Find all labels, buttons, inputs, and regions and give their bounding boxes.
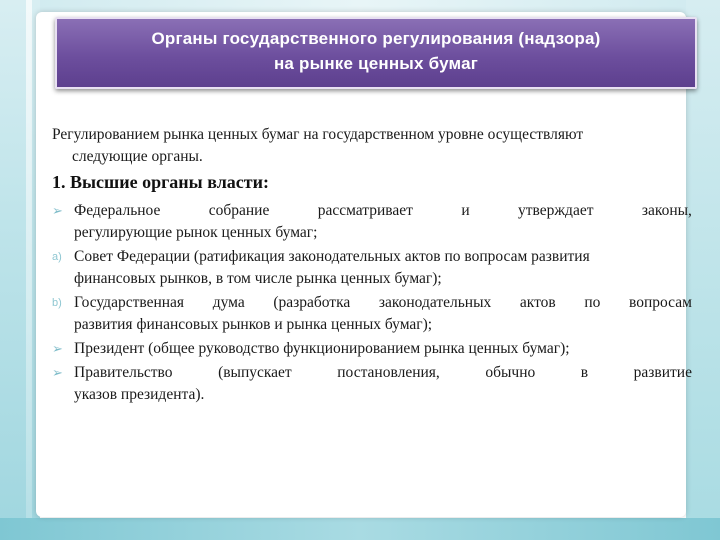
- word: утверждает: [517, 202, 594, 219]
- item-3-line-2: развития финансовых рынков и рынка ценных бумаг);: [74, 316, 433, 333]
- item-1-line-1: [74, 200, 692, 222]
- item-5-line-2: указов президента).: [74, 386, 205, 403]
- slide-title-box: [55, 17, 697, 89]
- item-2-line-1: Совет Федерации (ратификация законодательных актов по вопросам развития: [74, 248, 590, 265]
- list-item-federation-council: [52, 246, 692, 290]
- item-1-line-2: регулирующие рынок ценных бумаг;: [74, 224, 318, 241]
- word: развитие: [633, 364, 692, 381]
- item-4-line-1: Президент (общее руководство функционированием рынка ценных бумаг);: [74, 340, 570, 357]
- slide-title-line-1: Органы государственного регулирования (надзора): [151, 29, 601, 48]
- word: в: [580, 364, 589, 381]
- list-item-government: [52, 362, 692, 406]
- word: законы,: [641, 202, 692, 219]
- arrow-bullet-icon: ➢: [52, 203, 63, 218]
- arrow-bullet-icon: ➢: [52, 341, 63, 356]
- section-heading: 1. Высшие органы власти:: [52, 172, 269, 192]
- frame-left-band: [0, 0, 40, 540]
- intro-paragraph: [52, 124, 692, 168]
- word: Государственная: [74, 294, 185, 311]
- item-marker-a: a): [52, 251, 62, 263]
- intro-line-2: следующие органы.: [72, 148, 203, 165]
- word: (выпускает: [218, 364, 292, 381]
- word: по: [584, 294, 601, 311]
- word: Федеральное: [74, 202, 161, 219]
- word: вопросам: [629, 294, 692, 311]
- word: обычно: [485, 364, 536, 381]
- list-item-president: [52, 338, 692, 360]
- word: и: [461, 202, 470, 219]
- item-marker-b: b): [52, 297, 62, 309]
- word: (разработка: [273, 294, 351, 311]
- word: законодательных: [378, 294, 492, 311]
- slide-title-line-2: на рынке ценных бумаг: [273, 54, 479, 73]
- word: рассматривает: [317, 202, 413, 219]
- word: актов: [519, 294, 556, 311]
- word: собрание: [208, 202, 270, 219]
- word: дума: [212, 294, 245, 311]
- list-item-state-duma: [52, 292, 692, 336]
- authorities-list: [52, 200, 692, 406]
- item-2-line-2: финансовых рынков, в том числе рынка ценных бумаг);: [74, 270, 442, 287]
- item-5-line-1: [74, 362, 692, 384]
- frame-bottom-band: [0, 518, 720, 540]
- arrow-bullet-icon: ➢: [52, 365, 63, 380]
- frame-stripe: [26, 0, 32, 540]
- item-3-line-1: [74, 292, 692, 314]
- word: постановления,: [337, 364, 440, 381]
- intro-line-1: Регулированием рынка ценных бумаг на государственном уровне осуществляют: [52, 126, 584, 143]
- word: Правительство: [74, 364, 173, 381]
- list-item-federal-assembly: [52, 200, 692, 244]
